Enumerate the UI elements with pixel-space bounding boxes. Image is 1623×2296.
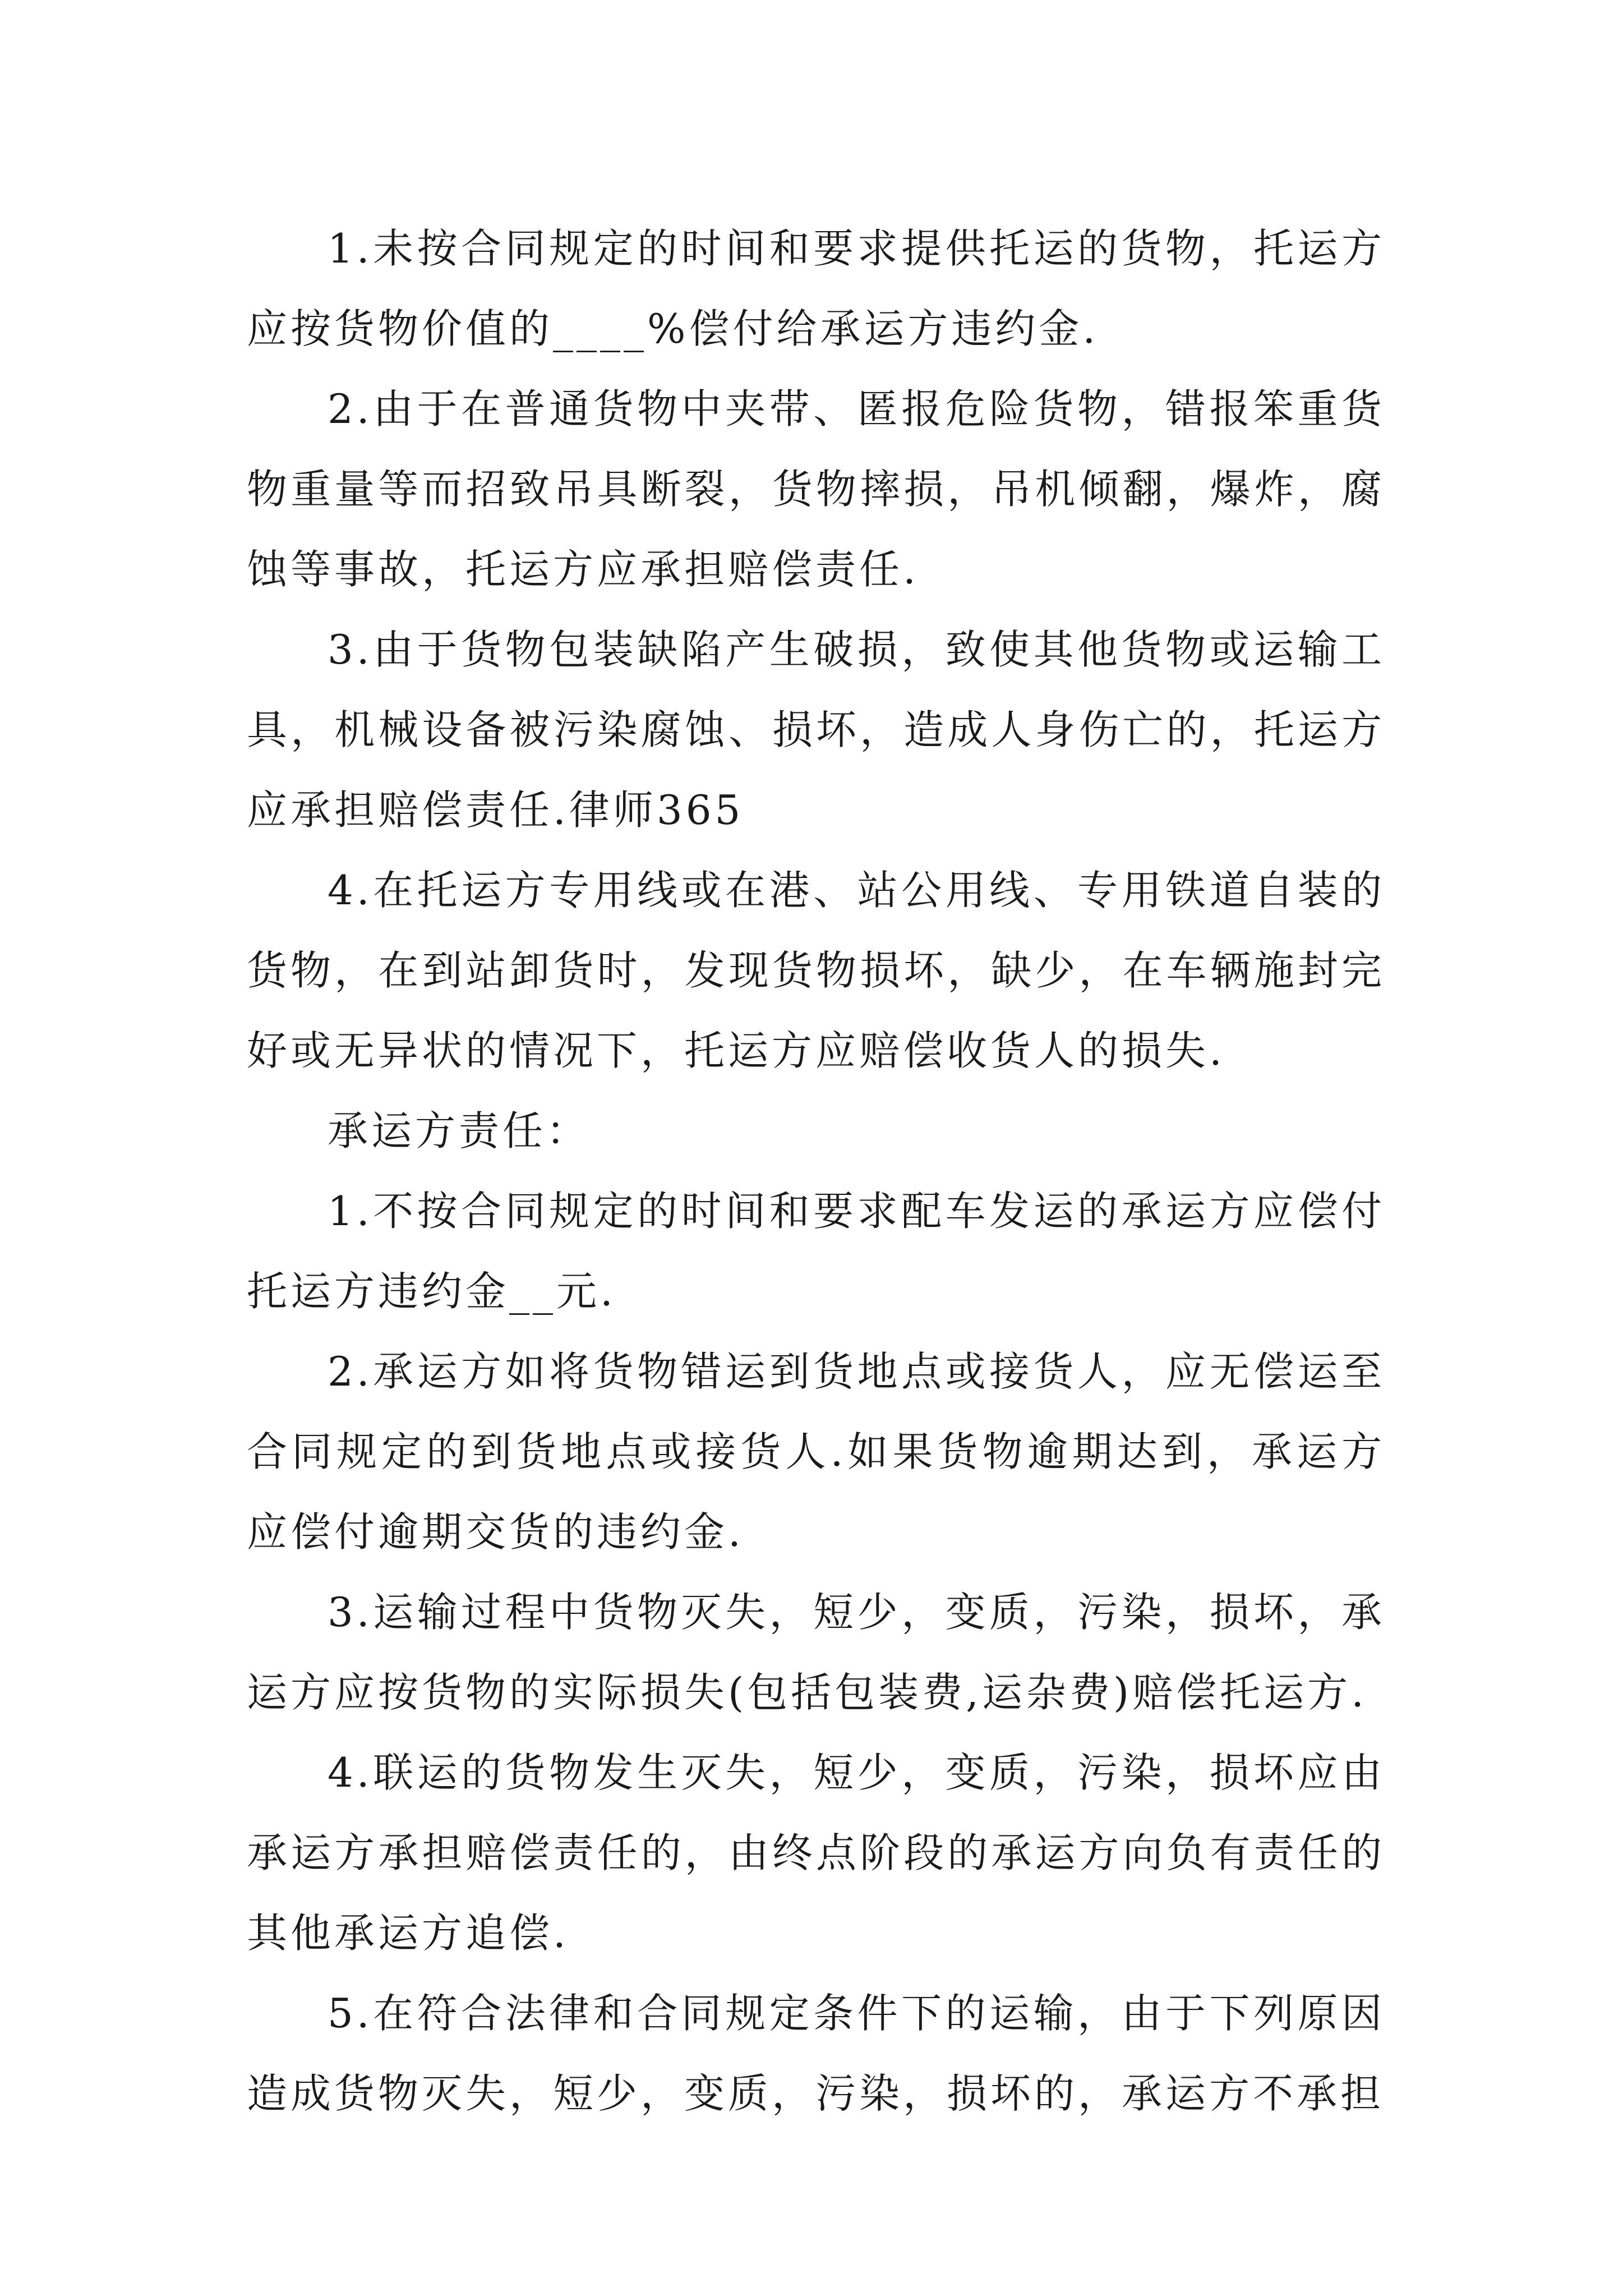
paragraph-carrier-duty-5: 5.在符合法律和合同规定条件下的运输，由于下列原因造成货物灭失，短少，变质，污染，损坏的，承运方不承担 — [247, 1990, 1385, 2117]
paragraph-shipper-duty-1: 1.未按合同规定的时间和要求提供托运的货物，托运方应按货物价值的____%偿付给承运方违约金. — [247, 225, 1385, 352]
paragraph-carrier-duty-4: 4.联运的货物发生灭失，短少，变质，污染，损坏应由承运方承担赔偿责任的，由终点阶段的承运方向负有责任的其他承运方追偿. — [247, 1749, 1385, 1957]
paragraph-carrier-duty-2: 2.承运方如将货物错运到货地点或接货人，应无偿运至合同规定的到货地点或接货人.如果货物逾期达到，承运方应偿付逾期交货的违约金. — [247, 1348, 1385, 1556]
paragraph-shipper-duty-4: 4.在托运方专用线或在港、站公用线、专用铁道自装的货物，在到站卸货时，发现货物损坏，缺少，在车辆施封完好或无异状的情况下，托运方应赔偿收货人的损失. — [247, 867, 1385, 1074]
paragraph-shipper-duty-2: 2.由于在普通货物中夹带、匿报危险货物，错报笨重货物重量等而招致吊具断裂，货物摔损，吊机倾翻，爆炸，腐蚀等事故，托运方应承担赔偿责任. — [247, 385, 1385, 593]
paragraph-carrier-duty-1: 1.不按合同规定的时间和要求配车发运的承运方应偿付托运方违约金__元. — [247, 1188, 1385, 1315]
document-body — [247, 209, 1385, 2134]
section-heading-carrier-duties: 承运方责任： — [328, 1107, 591, 1154]
paragraph-shipper-duty-3: 3.由于货物包装缺陷产生破损，致使其他货物或运输工具，机械设备被污染腐蚀、损坏，造成人身伤亡的，托运方应承担赔偿责任.律师365 — [247, 626, 1385, 834]
paragraph-carrier-duty-3: 3.运输过程中货物灭失，短少，变质，污染，损坏，承运方应按货物的实际损失(包括包装费,运杂费)赔偿托运方. — [247, 1589, 1385, 1716]
